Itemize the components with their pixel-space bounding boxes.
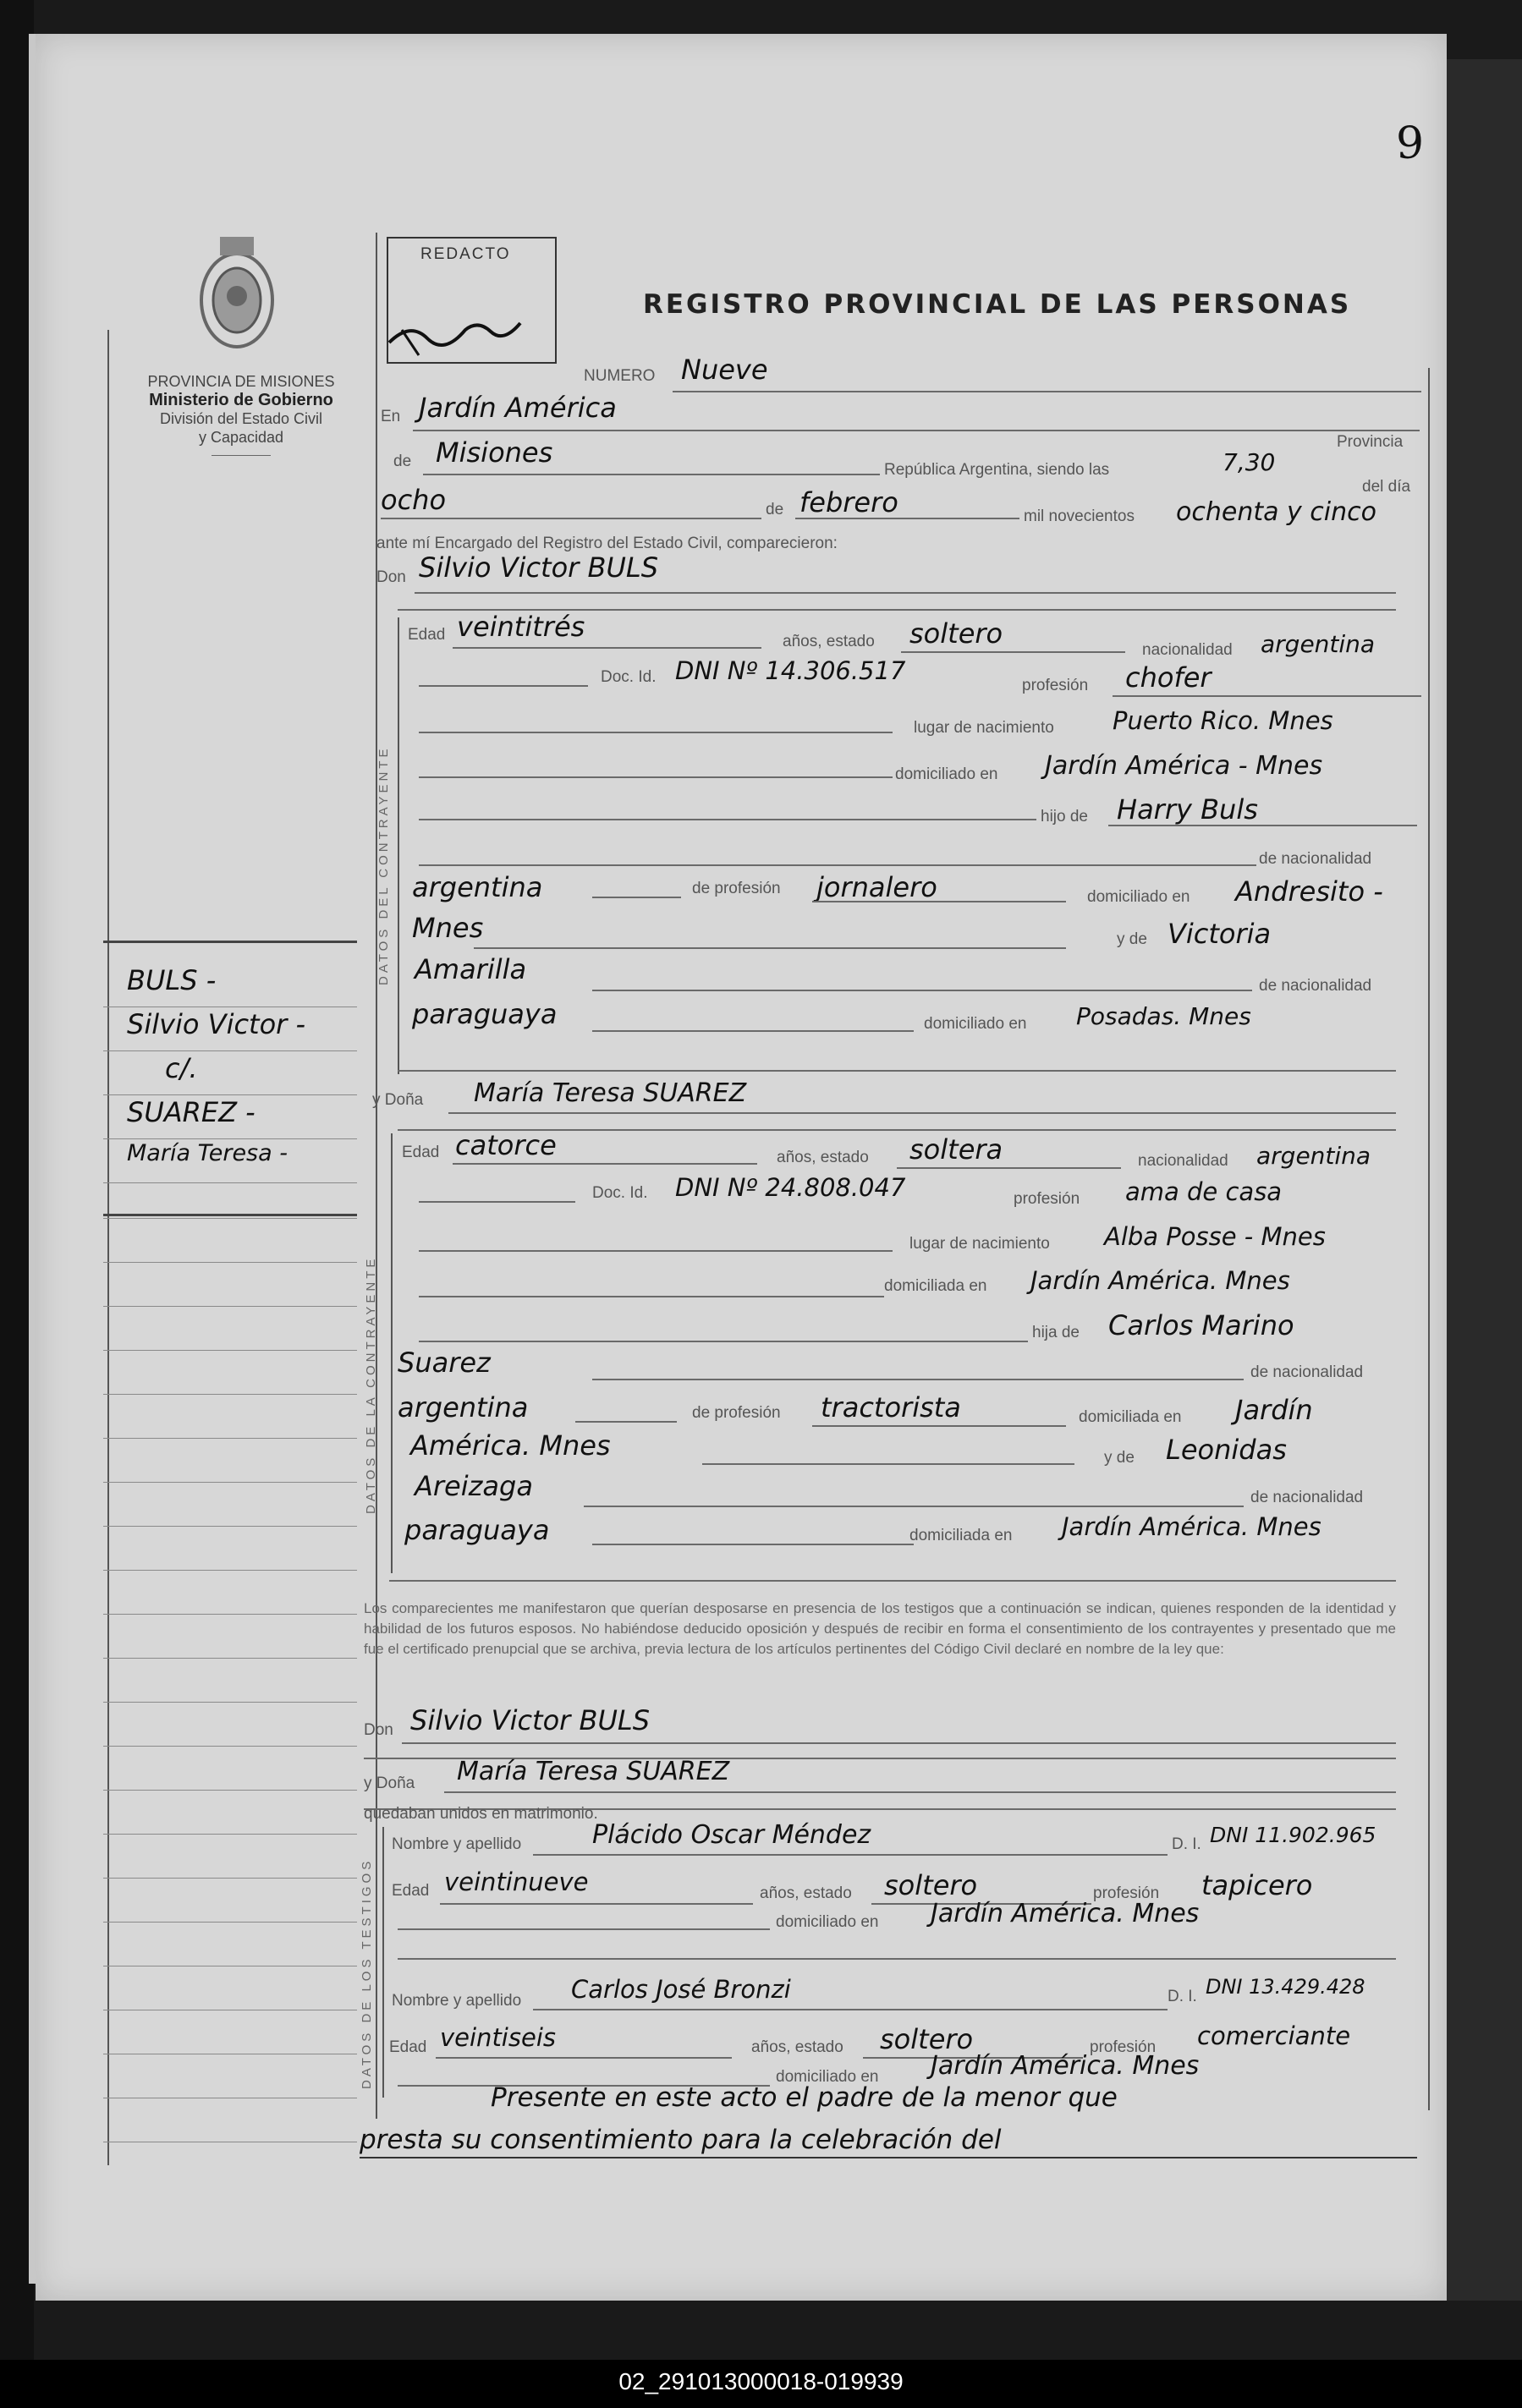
- de-nacionalidad-label-2: de nacionalidad: [1259, 977, 1372, 995]
- place: Jardín América: [419, 392, 617, 424]
- witness1-profession: tapicero: [1201, 1869, 1313, 1901]
- margin-name-bride: María Teresa -: [127, 1140, 288, 1166]
- anos-estado-label-3: años, estado: [760, 1884, 852, 1902]
- witness1-status: soltero: [884, 1869, 978, 1901]
- bride-age: catorce: [455, 1129, 557, 1161]
- bride-nationality: argentina: [1256, 1142, 1371, 1170]
- division-name-cont: y Capacidad: [198, 429, 284, 446]
- bride-father-nationality: argentina: [398, 1391, 529, 1423]
- margin-rule: [103, 1438, 357, 1439]
- en-label: En: [381, 408, 401, 425]
- groom-address: Jardín América - Mnes: [1045, 751, 1323, 781]
- witness2-id: DNI 13.429.428: [1206, 1975, 1365, 1999]
- groom-name: Silvio Victor BULS: [419, 551, 659, 584]
- margin-rule: [103, 1526, 357, 1527]
- profesion-label-2: profesión: [1014, 1190, 1080, 1208]
- margin-rule: [103, 1878, 357, 1879]
- groom-father-address-cont: Mnes: [412, 912, 484, 944]
- ministry-name: Ministerio de Gobierno: [149, 391, 333, 409]
- witness1-id: DNI 11.902.965: [1210, 1823, 1376, 1847]
- lugar-nacimiento-label: lugar de nacimiento: [914, 719, 1054, 737]
- edad-label-3: Edad: [392, 1882, 430, 1900]
- margin-rule: [103, 1350, 357, 1351]
- margin-surname-groom: BULS -: [127, 964, 217, 996]
- margin-conjunction: c/.: [165, 1052, 198, 1084]
- doc-id-label-2: Doc. Id.: [592, 1184, 648, 1202]
- redacto-label: REDACTO: [420, 245, 511, 263]
- domiciliado-label-4: domiciliado en: [776, 1913, 879, 1931]
- witness2-profession: comerciante: [1197, 2021, 1351, 2050]
- book-spine: [29, 34, 36, 2284]
- consent-note-line2: presta su consentimiento para la celebración del: [360, 2125, 1002, 2155]
- register-title: REGISTRO PROVINCIAL DE LAS PERSONAS: [643, 289, 1352, 320]
- bride-status: soltera: [909, 1133, 1003, 1166]
- section-witness-data: DATOS DE LOS TESTIGOS: [360, 1857, 374, 2089]
- di-label: D. I.: [1172, 1835, 1201, 1853]
- anos-estado-label-4: años, estado: [751, 2038, 843, 2056]
- profesion-label-3: profesión: [1093, 1884, 1160, 1902]
- mil-novecientos-label: mil novecientos: [1024, 507, 1135, 525]
- page-number: 9: [1396, 118, 1425, 169]
- frame-right: [1428, 368, 1430, 2110]
- witness1-name: Plácido Oscar Méndez: [592, 1820, 871, 1850]
- domiciliado-label-2: domiciliado en: [1087, 888, 1190, 906]
- don-label: Don: [376, 568, 406, 586]
- bride-doc: DNI Nº 24.808.047: [675, 1173, 906, 1202]
- witness2-age: veintiseis: [440, 2023, 556, 2052]
- y-de-label: y de: [1117, 930, 1147, 948]
- issuing-authority: [118, 372, 364, 456]
- groom-father-nationality: argentina: [412, 871, 543, 903]
- de-nacionalidad-label: de nacionalidad: [1259, 850, 1372, 868]
- domiciliada-label: domiciliada en: [884, 1277, 987, 1295]
- di-label-2: D. I.: [1168, 1988, 1197, 2005]
- bride-birthplace: Alba Posse - Mnes: [1104, 1222, 1326, 1251]
- groom-age: veintitrés: [457, 611, 585, 643]
- time: 7,30: [1223, 448, 1276, 476]
- declared-groom: Silvio Victor BULS: [410, 1704, 651, 1736]
- y-dona-label: y Doña: [372, 1091, 424, 1109]
- de-profesion-label: de profesión: [692, 880, 781, 897]
- declared-bride: María Teresa SUAREZ: [457, 1757, 730, 1786]
- division-name: División del Estado Civil: [159, 410, 323, 427]
- margin-rule: [103, 1262, 357, 1263]
- edad-label-4: Edad: [389, 2038, 427, 2056]
- profesion-label-4: profesión: [1090, 2038, 1157, 2056]
- numero-label: NUMERO: [584, 367, 656, 385]
- lugar-nacimiento-label-2: lugar de nacimiento: [909, 1235, 1050, 1253]
- groom-profession: chofer: [1125, 661, 1212, 694]
- margin-surname-bride: SUAREZ -: [127, 1096, 255, 1128]
- del-dia-label: del día: [1362, 478, 1411, 496]
- groom-status: soltero: [909, 617, 1003, 650]
- witness2-name: Carlos José Bronzi: [571, 1975, 791, 2004]
- hija-de-label: hija de: [1032, 1324, 1080, 1341]
- coat-of-arms-seal: [190, 233, 283, 355]
- groom-birthplace: Puerto Rico. Mnes: [1113, 706, 1333, 735]
- bride-father-cont: Suarez: [398, 1347, 491, 1379]
- margin-rule: [103, 1922, 357, 1923]
- section-bride-data: DATOS DE LA CONTRAYENTE: [364, 1255, 378, 1514]
- margin-rule: [103, 1658, 357, 1659]
- bride-name: María Teresa SUAREZ: [474, 1078, 747, 1108]
- bride-father-address-cont: América. Mnes: [410, 1429, 611, 1462]
- nacionalidad-label: nacionalidad: [1142, 641, 1233, 659]
- bride-father: Carlos Marino: [1108, 1309, 1294, 1341]
- province: Misiones: [436, 436, 553, 469]
- witness2-status: soltero: [880, 2023, 974, 2055]
- quedaban-unidos-text: quedaban unidos en matrimonio.: [364, 1805, 598, 1823]
- witness1-age: veintinueve: [444, 1868, 589, 1896]
- bride-address: Jardín América. Mnes: [1030, 1266, 1290, 1295]
- doc-id-label: Doc. Id.: [601, 668, 657, 686]
- margin-rule: [103, 1614, 357, 1615]
- don-label-2: Don: [364, 1721, 393, 1739]
- margin-rule: [103, 1834, 357, 1835]
- bride-father-address: Jardín: [1235, 1394, 1313, 1426]
- bride-father-profession: tractorista: [821, 1391, 961, 1423]
- act-number: Nueve: [681, 354, 768, 386]
- edad-label-2: Edad: [402, 1144, 440, 1161]
- formula-text: Los comparecientes me manifestaron que querían desposarse en presencia de los testigos que a continuación se indican, quienes responden de la identidad y habilidad de los futuros esposos. No habiéndose deducido oposición y después de recibir en forma el consentimiento de los contrayentes y presentado que me fue el certificado prenupcial que se archiva, previa lectura de los artículos pertinentes del Código Civil declaré en nombre de la ley que:: [364, 1600, 1396, 1657]
- margin-rule: [103, 1702, 357, 1703]
- section-groom-data: DATOS DEL CONTRAYENTE: [376, 745, 391, 985]
- groom-mother-address: Posadas. Mnes: [1076, 1002, 1251, 1030]
- witness2-address: Jardín América. Mnes: [931, 2051, 1200, 2081]
- groom-father-profession: jornalero: [816, 871, 937, 903]
- image-id-caption: 02_291013000018-019939: [618, 2368, 904, 2394]
- witness1-address: Jardín América. Mnes: [931, 1899, 1200, 1928]
- bride-mother-nationality: paraguaya: [404, 1514, 550, 1546]
- domiciliada-label-2: domiciliada en: [1079, 1408, 1182, 1426]
- margin-rule: [103, 1094, 357, 1095]
- groom-mother: Victoria: [1168, 918, 1272, 950]
- hijo-de-label: hijo de: [1041, 808, 1088, 826]
- margin-rule: [103, 1394, 357, 1395]
- groom-nationality: argentina: [1261, 630, 1376, 658]
- profesion-label: profesión: [1022, 677, 1089, 694]
- margin-rule: [103, 1218, 357, 1219]
- margin-rule: [103, 1306, 357, 1307]
- initials-signature: [385, 304, 529, 364]
- anos-estado-label-2: años, estado: [777, 1149, 869, 1166]
- frame-left: [376, 233, 377, 2119]
- y-de-label-2: y de: [1104, 1449, 1135, 1467]
- de2-label: de: [766, 501, 784, 518]
- y-dona-label-2: y Doña: [364, 1774, 415, 1792]
- domiciliada-label-3: domiciliada en: [909, 1527, 1013, 1544]
- groom-father-address: Andresito -: [1235, 875, 1383, 908]
- margin-border: [107, 330, 109, 2165]
- bride-mother-cont: Areizaga: [415, 1470, 533, 1502]
- republica-label: República Argentina, siendo las: [884, 461, 1110, 479]
- margin-rule: [103, 1746, 357, 1747]
- nombre-apellido-label: Nombre y apellido: [392, 1835, 522, 1853]
- de-nacionalidad-label-4: de nacionalidad: [1250, 1489, 1364, 1506]
- groom-mother-cont: Amarilla: [415, 953, 527, 985]
- bride-profession: ama de casa: [1125, 1177, 1283, 1206]
- year: ochenta y cinco: [1176, 497, 1376, 527]
- provincia-label: Provincia: [1337, 433, 1404, 451]
- consent-note-line1: Presente en este acto el padre de la menor que: [491, 2082, 1118, 2113]
- de-nacionalidad-label-3: de nacionalidad: [1250, 1363, 1364, 1381]
- groom-mother-nationality: paraguaya: [412, 998, 558, 1030]
- groom-doc: DNI Nº 14.306.517: [675, 656, 906, 685]
- de-profesion-label-2: de profesión: [692, 1404, 781, 1422]
- margin-rule: [103, 1790, 357, 1791]
- domiciliado-label-5: domiciliado en: [776, 2068, 879, 2086]
- edad-label: Edad: [408, 626, 446, 644]
- anos-estado-label: años, estado: [783, 633, 875, 650]
- nacionalidad-label-2: nacionalidad: [1138, 1152, 1228, 1170]
- groom-father: Harry Buls: [1117, 793, 1258, 826]
- margin-rule: [103, 1482, 357, 1483]
- domiciliado-label-3: domiciliado en: [924, 1015, 1027, 1033]
- domiciliado-label: domiciliado en: [895, 765, 998, 783]
- bride-mother: Leonidas: [1166, 1434, 1287, 1466]
- nombre-apellido-label-2: Nombre y apellido: [392, 1992, 522, 2010]
- province-name: PROVINCIA DE MISIONES: [147, 373, 335, 390]
- ante-mi-text: ante mí Encargado del Registro del Estado Civil, comparecieron:: [376, 535, 838, 552]
- margin-rule: [103, 1182, 357, 1183]
- margin-rule: [103, 1138, 357, 1139]
- month: febrero: [799, 486, 898, 518]
- margin-rule: [103, 1050, 357, 1051]
- de-label: de: [393, 453, 412, 470]
- bride-mother-address: Jardín América. Mnes: [1062, 1512, 1321, 1541]
- day: ocho: [381, 484, 447, 516]
- margin-name-groom: Silvio Victor -: [127, 1008, 306, 1040]
- margin-rule: [103, 1570, 357, 1571]
